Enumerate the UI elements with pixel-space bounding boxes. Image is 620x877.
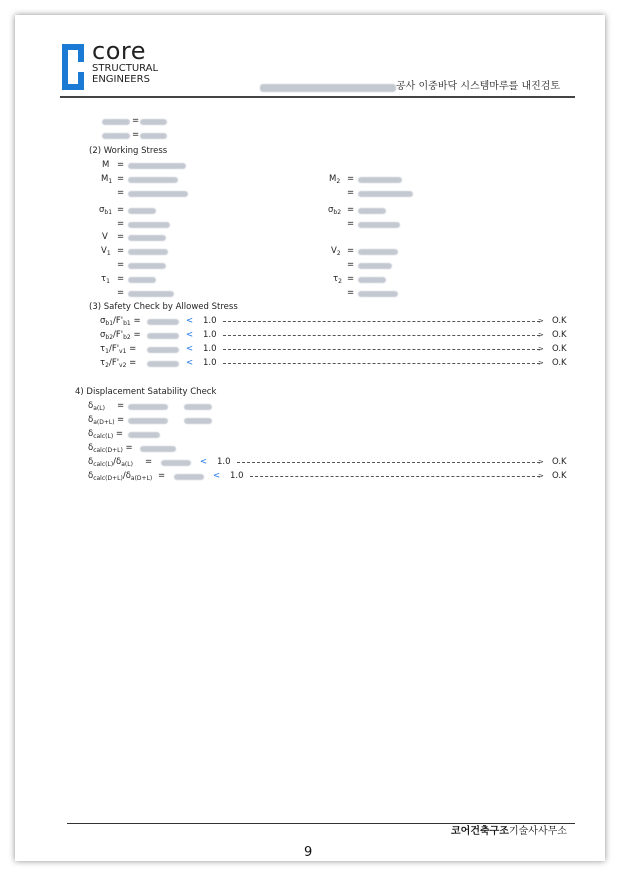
redacted-value [128,163,186,169]
symbol-M: M [102,160,110,170]
equals-sign: = [117,232,125,242]
leader-line [223,349,540,350]
redacted-value [184,404,212,410]
ratio-delta-DL: $\delta_{calc(D+L)}/\delta_{a(D+L)}$ [88,471,153,482]
redacted-value [358,208,386,214]
equals-sign: = [117,415,125,425]
equals-sign: = [117,188,125,198]
ratio-delta-L: $\delta_{calc(L)}/\delta_{a(L)}$ [88,457,133,468]
redacted-value [128,291,174,297]
check-result: O.K [552,330,567,340]
equals-sign: = [117,160,125,170]
equals-sign: = [117,205,125,215]
ratio-tau1: $\tau_1/F'_{v1}$ = [100,344,137,355]
equals-sign: = [347,260,355,270]
leader-line [250,476,540,477]
less-than-sign: < [186,344,194,354]
less-than-sign: < [186,330,194,340]
limit-value: 1.0 [203,358,217,368]
equals-sign: = [117,274,125,284]
limit-value: 1.0 [217,457,231,467]
footer-rule [67,823,575,824]
redacted-value [147,361,179,367]
symbol-tau1: $\tau_1$ [101,274,110,285]
check-result: O.K [552,344,567,354]
redacted-value [128,222,170,228]
header-rule [60,96,575,98]
redacted-value [358,291,398,297]
less-than-sign: < [186,316,194,326]
logo-bracket-icon [60,42,88,92]
check-result: O.K [552,457,567,467]
redacted-value [358,222,400,228]
limit-value: 1.0 [203,316,217,326]
equals-sign: = [117,219,125,229]
footer-company [451,826,567,838]
symbol-tau2: $\tau_2$ [333,274,342,285]
redacted-value [102,119,130,125]
limit-value: 1.0 [230,471,244,481]
equals-sign: = [347,219,355,229]
section-displacement: 4) Displacement Satability Check [75,387,217,397]
redacted-value [147,319,179,325]
equals-sign: = [347,246,355,256]
arrow-icon: > [538,345,544,353]
leader-line [223,335,540,336]
redacted-value [358,177,402,183]
symbol-M1: $M_1$ [101,174,113,185]
redacted-value [161,460,191,466]
equals-sign: = [132,130,140,140]
symbol-delta-aDL: $\delta_{a(D+L)}$ [88,415,115,426]
redacted-value [128,404,168,410]
redacted-value [147,333,179,339]
check-result: O.K [552,471,567,481]
limit-value: 1.0 [203,344,217,354]
redacted-value [184,418,212,424]
page-number: 9 [304,845,313,860]
redacted-value [358,263,392,269]
symbol-M2: $M_2$ [329,174,341,185]
logo-word: core [92,37,146,65]
symbol-V1: $V_1$ [101,246,111,257]
equals-sign: = [347,174,355,184]
company-logo [60,37,170,92]
equals-sign: = [117,288,125,298]
symbol-delta-aL: $\delta_{a(L)}$ [88,401,105,412]
footer-company-suffix: 기술사사무소 [508,826,567,837]
section-working-stress: (2) Working Stress [89,146,168,156]
leader-line [237,462,540,463]
equals-sign: = [145,457,153,467]
redacted-value [174,474,204,480]
equals-sign: = [132,116,140,126]
equals-sign: = [347,205,355,215]
check-result: O.K [552,316,567,326]
equals-sign: = [347,188,355,198]
redacted-value [358,191,413,197]
equals-sign: = [158,471,166,481]
logo-line1: STRUCTURAL [92,63,159,74]
document-page [15,15,605,861]
redacted-value [128,177,178,183]
redacted-value [128,191,188,197]
redacted-value [358,277,386,283]
symbol-V2: $V_2$ [331,246,341,257]
symbol-sigma-b2: $\sigma_{b2}$ [328,205,342,216]
ratio-sigma-b1: $\sigma_{b1}/F'_{b1}$ = [100,316,141,327]
less-than-sign: < [186,358,194,368]
redacted-value [128,235,166,241]
equals-sign: = [117,174,125,184]
leader-line [223,363,540,364]
redacted-value [147,347,179,353]
redacted-value [102,133,130,139]
report-title: 공사 이중바닥 시스템마루를 내진검토 [396,81,561,92]
logo-line2: ENGINEERS [92,74,150,85]
check-result: O.K [552,358,567,368]
arrow-icon: > [538,317,544,325]
symbol-delta-calcL: $\delta_{calc(L)}$ = [88,429,123,440]
arrow-icon: > [538,359,544,367]
redacted-value [128,263,166,269]
ratio-sigma-b2: $\sigma_{b2}/F'_{b2}$ = [100,330,141,341]
redacted-value [128,432,160,438]
redacted-value [128,208,156,214]
redacted-value [128,277,156,283]
limit-value: 1.0 [203,330,217,340]
redacted-title-prefix [260,84,396,92]
redacted-value [128,418,168,424]
arrow-icon: > [538,458,544,466]
redacted-value [140,446,176,452]
arrow-icon: > [538,331,544,339]
symbol-delta-calcDL: $\delta_{calc(D+L)}$ = [88,443,133,454]
less-than-sign: < [200,457,208,467]
equals-sign: = [117,260,125,270]
redacted-value [128,249,168,255]
symbol-V: V [102,232,108,242]
redacted-value [358,249,398,255]
leader-line [223,321,540,322]
equals-sign: = [117,401,125,411]
footer-company-bold: 코어건축구조 [451,826,509,837]
equals-sign: = [117,246,125,256]
redacted-value [140,119,167,125]
less-than-sign: < [213,471,221,481]
section-safety-check: (3) Safety Check by Allowed Stress [89,302,238,312]
equals-sign: = [347,274,355,284]
arrow-icon: > [538,472,544,480]
symbol-sigma-b1: $\sigma_{b1}$ [99,205,113,216]
redacted-value [140,133,167,139]
equals-sign: = [347,288,355,298]
ratio-tau2: $\tau_2/F'_{v2}$ = [100,358,137,369]
